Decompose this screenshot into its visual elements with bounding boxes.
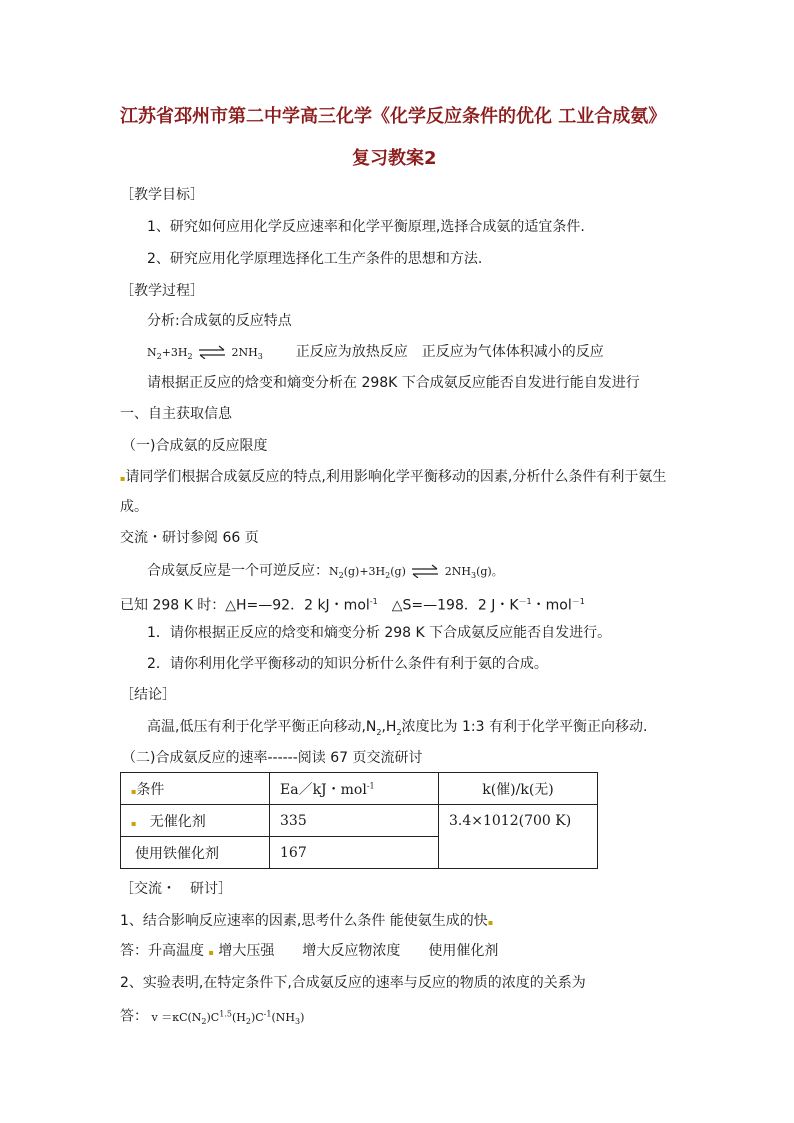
question-3: 1、结合影响反应速率的因素,思考什么条件 能使氨生成的快▪	[120, 913, 494, 929]
question-1: 1．请你根据正反应的焓变和熵变分析 298 K 下合成氨反应能否自发进行。	[147, 625, 612, 641]
goal-item-2: 2、研究应用化学原理选择化工生产条件的思想和方法.	[147, 251, 483, 267]
table-header-cell: Ea／kJ・mol$^{-1}$	[270, 773, 439, 805]
answer-1: 答：升高温度 ▪ 增大压强 增大反应物浓度 使用催化剂	[120, 943, 499, 959]
reversible-line: 合成氨反应是一个可逆反应：$N_2(g)+3H_2(g)$ $2NH_3(g)$。	[147, 563, 503, 581]
table-cell: ▪ 无催化剂	[121, 805, 270, 837]
known-values: 已知 298 K 时：△H=—92．2 kJ・mol$^{-1}$ △S=—198．2 J・$K^{-1}$・mol$^{-1}$	[120, 597, 585, 614]
table-header-cell: ▪条件	[121, 773, 270, 805]
paragraph-1b: 成。	[120, 499, 148, 515]
analysis-line: 分析:合成氨的反应特点	[147, 313, 292, 329]
conclusion-header: ［结论］	[120, 687, 176, 703]
table-row	[121, 805, 598, 837]
equilibrium-arrow-icon	[197, 345, 227, 359]
exchange-heading-1: 交流・研讨参阅 66 页	[120, 530, 259, 546]
reaction-product: $2NH_3$	[231, 346, 263, 362]
equilibrium-arrow-icon	[410, 564, 440, 578]
rate-table	[120, 772, 598, 869]
table-cell: 335	[270, 805, 439, 837]
table-cell: 使用铁催化剂	[121, 837, 270, 869]
reaction-features: 正反应为放热反应 正反应为气体体积减小的反应	[295, 344, 604, 360]
question-4: 2、实验表明,在特定条件下,合成氨反应的速率与反应的物质的浓度的关系为	[120, 975, 586, 991]
reaction-line	[147, 343, 604, 366]
paragraph-1a: ▪请同学们根据合成氨反应的特点,利用影响化学平衡移动的因素,分析什么条件有利于氨生	[120, 469, 667, 485]
table-cell: 167	[270, 837, 439, 869]
process-header: ［教学过程］	[120, 283, 204, 299]
table-header-cell: k(催)/k(无)	[439, 773, 598, 805]
exchange-heading-2: ［交流・ 研讨］	[120, 881, 232, 897]
subsection-heading-2: （二)合成氨反应的速率------阅读 67 页交流研讨	[122, 750, 423, 766]
question-2: 2．请你利用化学平衡移动的知识分析什么条件有利于氨的合成。	[147, 656, 548, 672]
reaction-equation: $N_2+3H_2$	[147, 346, 193, 362]
goal-header: ［教学目标］	[120, 187, 204, 203]
doc-title-line2: 复习教案2	[352, 148, 437, 169]
doc-title-line1: 江苏省邳州市第二中学高三化学《化学反应条件的优化 工业合成氨》	[120, 106, 667, 127]
table-row	[121, 773, 598, 805]
subsection-heading-1: （一)合成氨的反应限度	[122, 438, 268, 454]
answer-2: 答： $v =\kappa C(N_2)C^{1.5}(H_2)C^{-1}(NH_3)$	[120, 1008, 305, 1026]
goal-item-1: 1、研究如何应用化学反应速率和化学平衡原理,选择合成氨的适宜条件.	[147, 219, 585, 235]
entropy-question: 请根据正反应的焓变和熵变分析在 298K 下合成氨反应能否自发进行能自发进行	[147, 375, 640, 391]
table-cell: 3.4×1012(700 K)	[439, 805, 598, 869]
section-heading-1: 一、自主获取信息	[120, 406, 232, 422]
conclusion-text: 高温,低压有利于化学平衡正向移动$,N_2,H_2$浓度比为 1:3 有利于化学平衡正向移动.	[147, 719, 648, 737]
